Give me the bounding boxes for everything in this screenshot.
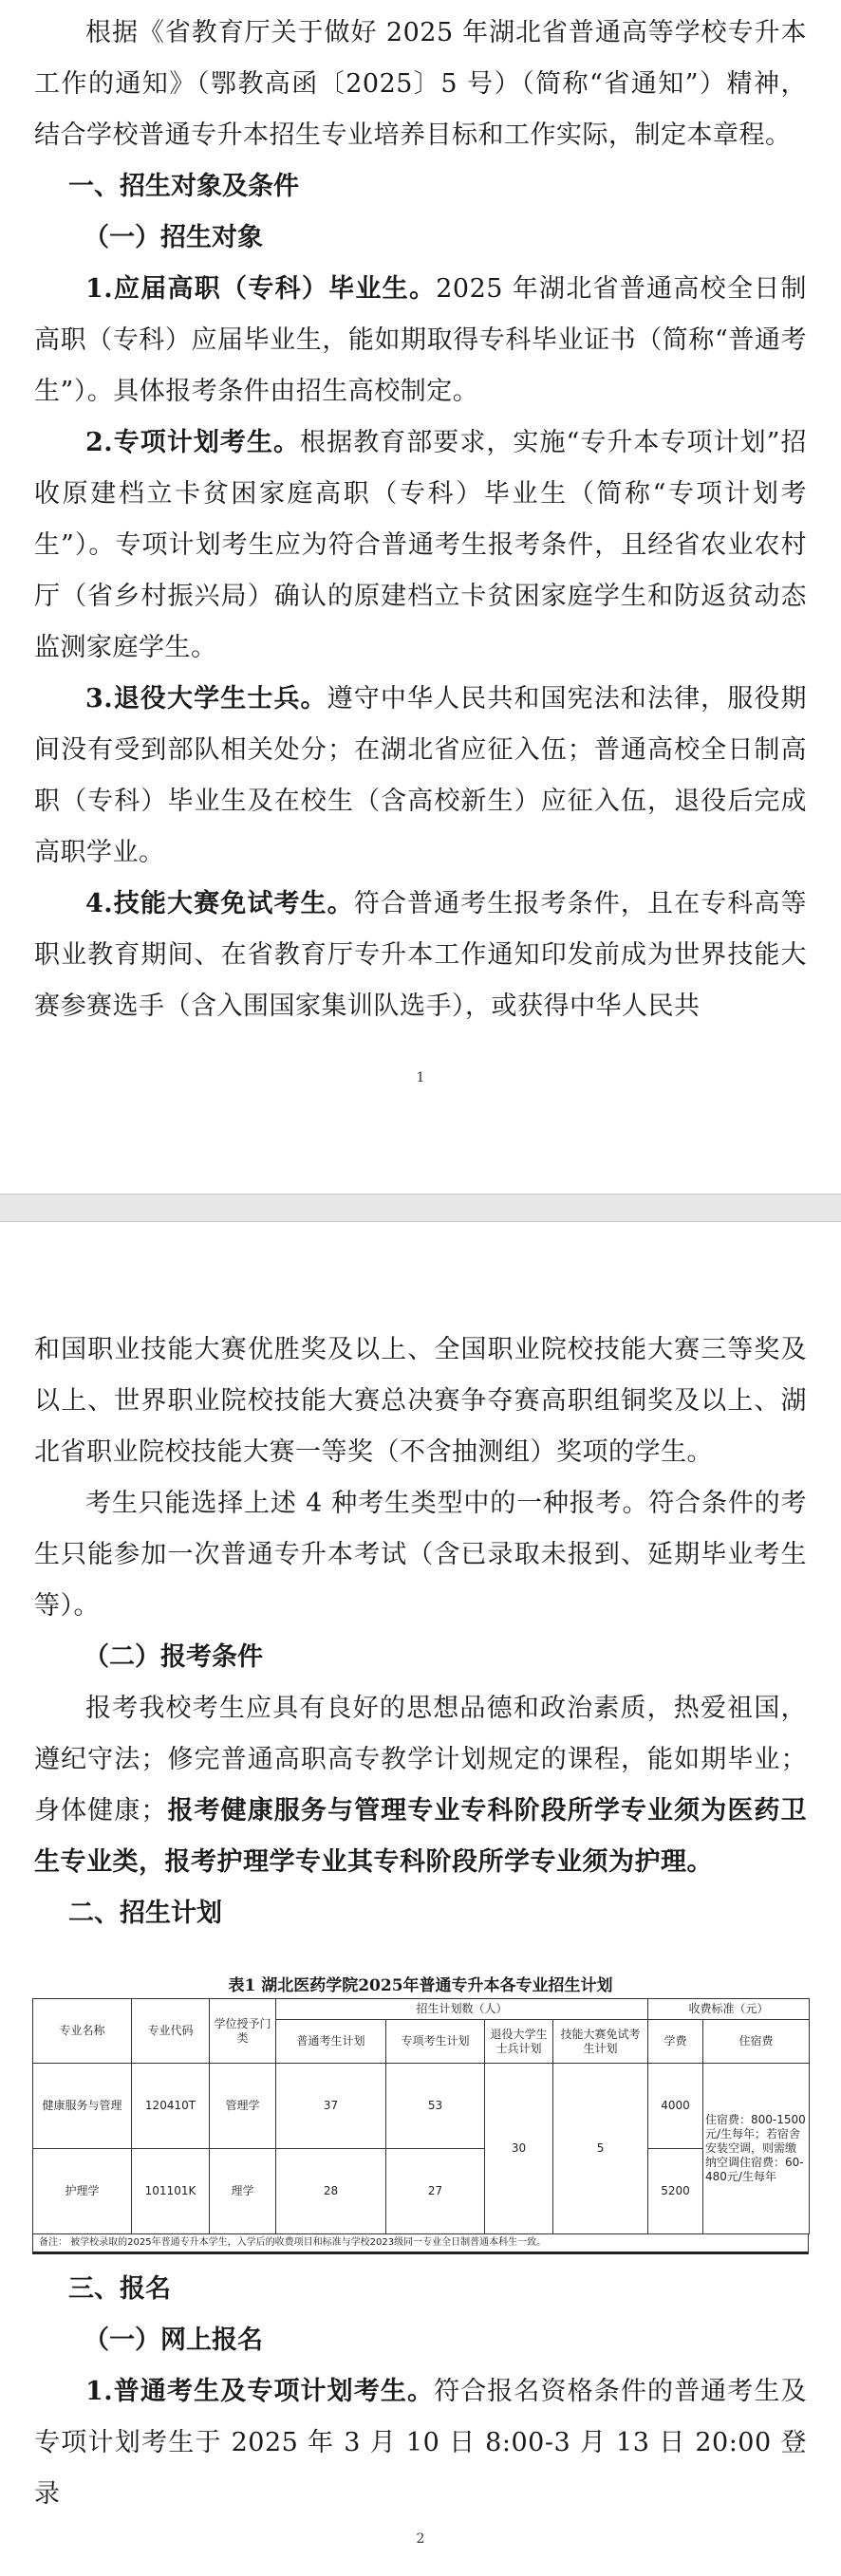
table-title: 表1 湖北医药学院2025年普通专升本各专业招生计划	[228, 1976, 613, 1995]
registration-paragraph	[34, 2366, 807, 2520]
document-page-2	[0, 1222, 841, 2576]
cell-tuition: 5200	[648, 2149, 703, 2234]
item-paragraph-4	[34, 879, 807, 1032]
cell-normal-plan: 28	[276, 2149, 386, 2234]
item-paragraph-1	[34, 264, 807, 417]
item-3-text: 遵守中华人民共和国宪法和法律，服役期间没有受到部队相关处分；在湖北省应征入伍；普通高校全日制高职（专科）毕业生及在校生（含高校新生）应征入伍，退役后完成高职学业。	[34, 684, 808, 867]
subsection-heading-enrollment-targets: （一）招生对象	[84, 223, 263, 252]
header-category: 学位授予门类	[210, 1999, 276, 2064]
header-veteran-plan: 退役大学生士兵计划	[485, 2020, 553, 2064]
subsection-heading-conditions: （二）报考条件	[84, 1642, 263, 1672]
conditions-paragraph	[34, 1683, 807, 1888]
item-2-title: 2.专项计划考生。	[85, 428, 301, 457]
header-fee-group: 收费标准（元）	[648, 1999, 810, 2020]
section-heading-2: 二、招生计划	[68, 1899, 222, 1928]
intro-paragraph: 根据《省教育厅关于做好 2025 年湖北省普通高等学校专升本工作的通知》（鄂教高函〔2025〕5 号）（简称“省通知”）精神，结合学校普通专升本招生专业培养目标和工作实际，制定本章程。	[34, 18, 807, 150]
header-major: 专业名称	[33, 1999, 132, 2064]
table-row	[33, 2064, 810, 2149]
item-paragraph-2	[34, 417, 807, 674]
continued-paragraph: 和国职业技能大赛优胜奖及以上、全国职业院校技能大赛三等奖及以上、世界职业院校技能大赛总决赛争夺赛高职组铜奖及以上、湖北省职业院校技能大赛一等奖（不含抽测组）奖项的学生。	[34, 1335, 807, 1467]
enrollment-plan-table	[32, 1998, 810, 2234]
cell-normal-plan: 37	[276, 2064, 386, 2149]
page-2-body-lower	[34, 2264, 807, 2520]
cell-category: 理学	[210, 2149, 276, 2234]
cell-skill-total: 5	[553, 2064, 648, 2234]
item-3-title: 3.退役大学生士兵。	[85, 684, 327, 713]
page-number-2: 2	[416, 2531, 425, 2547]
conditions-bold-text: 报考健康服务与管理专业专科阶段所学专业须为医药卫生专业类，报考护理学专业其专科阶段所学专业须为护理。	[34, 1796, 808, 1877]
header-special-plan: 专项考生计划	[386, 2020, 485, 2064]
page-number-1: 1	[416, 1070, 425, 1085]
table-note: 备注： 被学校录取的2025年普通专升本学生，入学后的收费项目和标准与学校2023级同一专业全日制普通本科生一致。	[32, 2234, 809, 2254]
section-heading-3: 三、报名	[68, 2274, 171, 2304]
cell-major: 护理学	[33, 2149, 132, 2234]
conditions-text: 报考我校考生应具有良好的思想品德和政治素质，热爱祖国，遵纪守法；修完普通高职高专教学计划规定的课程，能如期毕业；身体健康；	[34, 1694, 807, 1825]
cell-special-plan: 27	[386, 2149, 485, 2234]
header-code: 专业代码	[132, 1999, 210, 2064]
cell-code: 120410T	[132, 2064, 210, 2149]
header-skill-plan: 技能大赛免试考生计划	[553, 2020, 648, 2064]
registration-text: 符合报名资格条件的普通考生及专项计划考生于 2025 年 3 月 10 日 8:00-3 月 13 日 20:00 登录	[34, 2377, 807, 2509]
cell-category: 管理学	[210, 2064, 276, 2149]
page-2-body	[34, 1325, 807, 1939]
single-type-paragraph: 考生只能选择上述 4 种考生类型中的一种报考。符合条件的考生只能参加一次普通专升本考试（含已录取未报到、延期毕业考生等）。	[34, 1489, 807, 1621]
table-row	[33, 2149, 810, 2234]
cell-tuition: 4000	[648, 2064, 703, 2149]
page-1-body	[34, 8, 807, 1032]
header-plan-group: 招生计划数（人）	[276, 1999, 648, 2020]
item-2-text: 根据教育部要求，实施“专升本专项计划”招收原建档立卡贫困家庭高职（专科）毕业生（简称“专项计划考生”）。专项计划考生应为符合普通考生报考条件，且经省农业农村厅（省乡村振兴局）确认的原建档立卡贫困家庭学生和防返贫动态监测家庭学生。	[34, 428, 807, 662]
document-page-1	[0, 0, 841, 1194]
subsection-heading-online-registration: （一）网上报名	[84, 2326, 263, 2355]
enrollment-plan-table-block	[32, 1974, 809, 2254]
page-separator	[0, 1194, 841, 1222]
header-accommodation: 住宿费	[703, 2020, 810, 2064]
item-1-title: 1.应届高职（专科）毕业生。	[85, 274, 437, 304]
item-4-text: 符合普通考生报考条件，且在专科高等职业教育期间、在省教育厅专升本工作通知印发前成为世界技能大赛参赛选手（含入围国家集训队选手），或获得中华人民共	[34, 889, 808, 1021]
item-4-title: 4.技能大赛免试考生。	[85, 889, 354, 918]
cell-major: 健康服务与管理	[33, 2064, 132, 2149]
item-paragraph-3	[34, 674, 807, 879]
header-normal-plan: 普通考生计划	[276, 2020, 386, 2064]
cell-code: 101101K	[132, 2149, 210, 2234]
header-tuition: 学费	[648, 2020, 703, 2064]
section-heading-1: 一、招生对象及条件	[68, 172, 299, 201]
registration-title: 1.普通考生及专项计划考生。	[85, 2377, 435, 2406]
item-1-text: 2025 年湖北省普通高校全日制高职（专科）应届毕业生，能如期取得专科毕业证书（简称“普通考生”）。具体报考条件由招生高校制定。	[34, 274, 807, 406]
cell-veteran-total: 30	[485, 2064, 553, 2234]
cell-special-plan: 53	[386, 2064, 485, 2149]
cell-accommodation: 住宿费：800-1500元/生每年；若宿舍安装空调，则需缴纳空调住宿费：60-480元/生每年	[703, 2064, 810, 2234]
